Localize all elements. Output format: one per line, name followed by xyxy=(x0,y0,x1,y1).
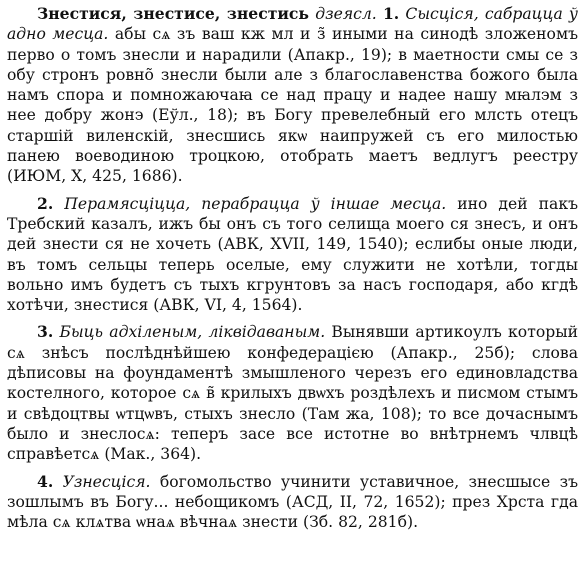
sense-3-citations: Вынявши артикоулъ который сѧ знѣсъ послѣднѣйшею конфедерацією (Апакр., 25б); слова дѣписовы на фоундаментѣ змышленого черезъ его единовладства костелного, которое сѧ в̃ крилыхъ двѡхъ роздѣлехъ и писмом стымъ и свѣдоцтвы ѡтцѡвъ, стыхъ знесло (Там жа, 108); то все дочаснымъ было и знеслосѧ: теперъ засе все истотне во внѣтрнемъ члвцѣ справѣетсѧ (Мак., 364). xyxy=(7,323,578,464)
sense-4-citations: богомольство учинити уставичное, знесшысе зъ зошлымъ въ Богу... небощикомъ (АСД, II, 72, 1652); през Хрста гда мѣла сѧ клѧтва ѡнаѧ вѣчнаѧ знести (Зб. 82, 281б). xyxy=(7,472,578,532)
entry-headword: Знестися, знестисе, знестись xyxy=(37,4,310,23)
sense-1-citations: абы сѧ зъ ваш кж мл и з̃ иными на синодѣ зложеномъ перво о томъ знесли и нарадили (Апакр., 19); в маетности смы се з обу стронъ ровно̃ знесли были але з благославенства божого была намъ спора и помножаючаꙗ се над працу и надее нашу мꙗлэм з нее добру жонэ (Еўл., 18); въ Богу превелебный его млсть отецъ старшій виленскій, знесшись якѡ наипружей съ его милостью панею воеводиною троцкою, отобрать маетъ ведлугъ реестру (ИЮМ, Х, 425, 1686). xyxy=(7,25,578,186)
sense-3-gloss: Быць адхіленым, ліквідаваным. xyxy=(59,323,326,342)
sense-2 xyxy=(7,194,578,316)
entry-language-tag: дзеясл. xyxy=(315,5,377,23)
sense-1-gloss: Сысціся, сабрацца ў адно месца. xyxy=(7,5,578,44)
sense-1 xyxy=(7,4,578,187)
sense-4 xyxy=(7,472,578,533)
sense-2-gloss: Перамясціцца, перабрацца ў іншае месца. xyxy=(64,194,447,213)
sense-3-number: 3. xyxy=(37,322,54,342)
sense-2-number: 2. xyxy=(37,193,54,213)
sense-4-number: 4. xyxy=(37,471,54,491)
sense-3 xyxy=(7,322,578,464)
sense-2-citations: ино дей пакъ Требский казалъ, ижъ бы онъ съ того селища моего ся знесъ, и онъ дей знести ся не хочеть (АВК, XVII, 149, 1540); еслибы оные люди, въ томъ сельцы теперь оселые, ему служити не хотѣли, тогды вольно имъ будетъ съ тыхъ кгрунтовъ за насъ господаря, або кгдѣ хотѣчи, знестися (АВК, VI, 4, 1564). xyxy=(7,194,578,315)
sense-4-gloss: Узнесціся. xyxy=(62,472,151,491)
sense-1-number: 1. xyxy=(382,4,400,23)
